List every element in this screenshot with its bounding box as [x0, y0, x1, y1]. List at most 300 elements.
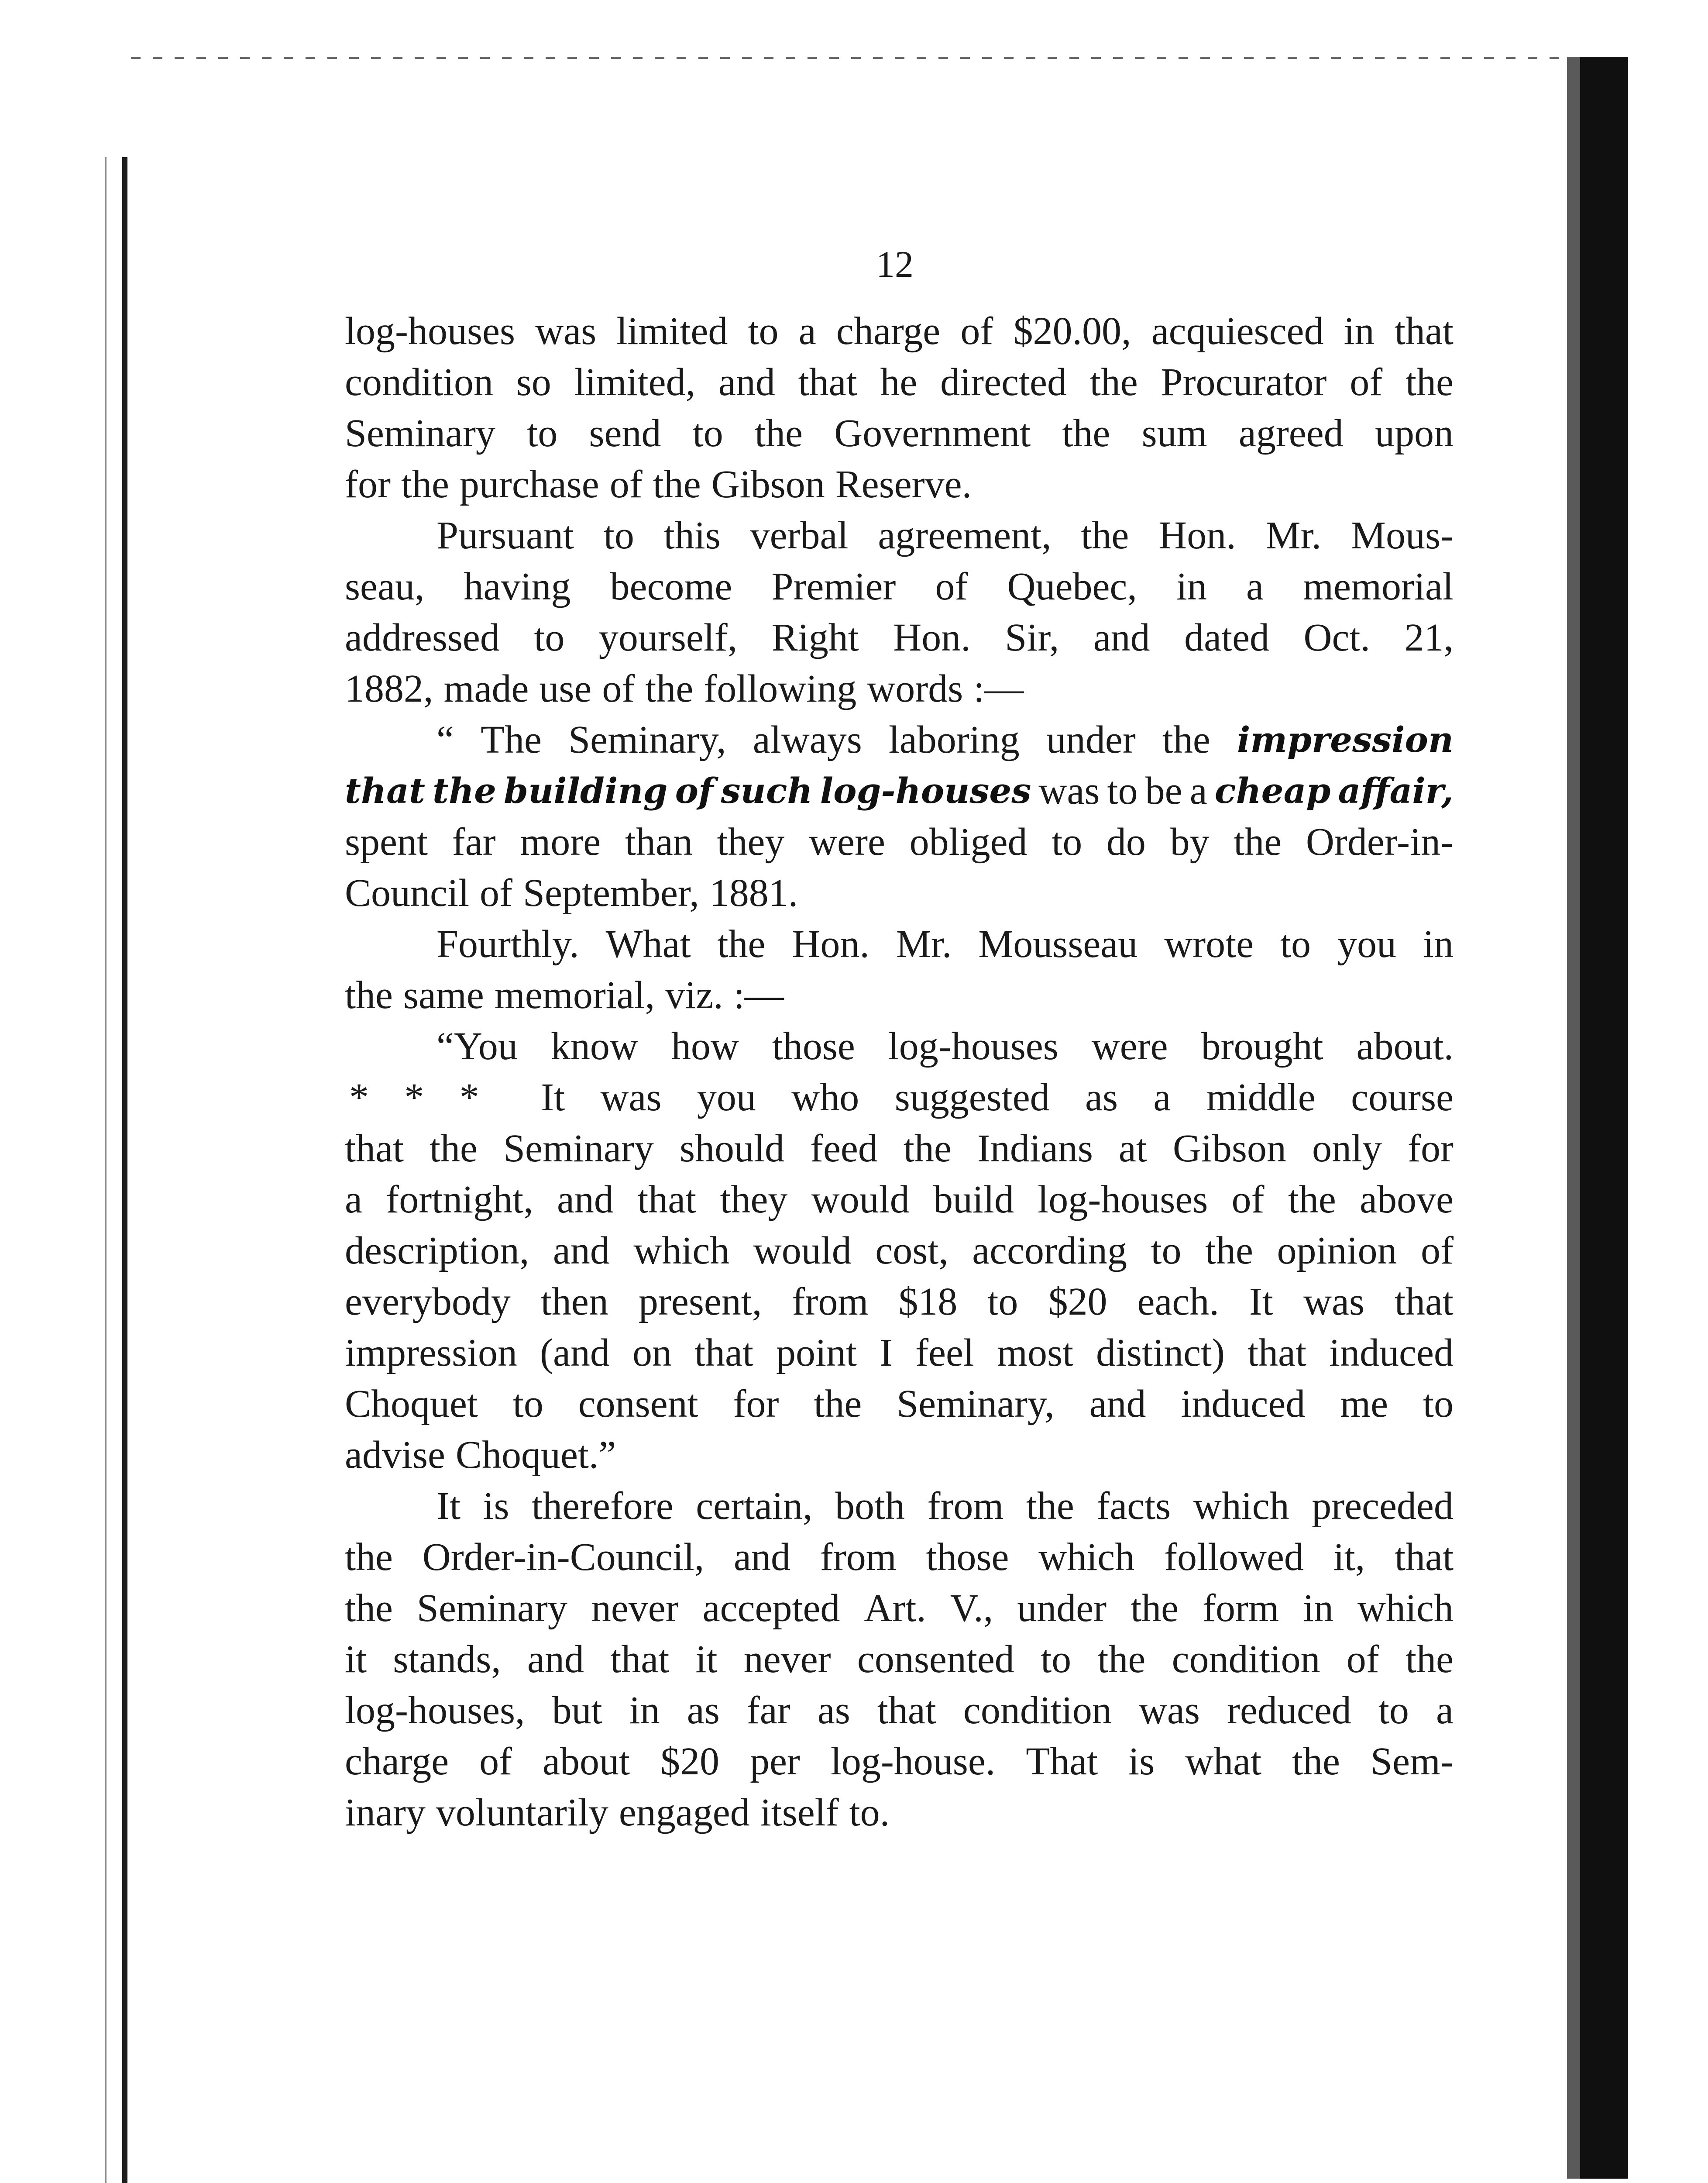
word: Gibson	[1172, 1127, 1286, 1170]
word: Sir,	[1005, 616, 1059, 659]
word: preceded	[1312, 1484, 1454, 1528]
word: Sem-	[1370, 1740, 1454, 1783]
word: following	[704, 667, 857, 710]
word: Government	[834, 412, 1031, 455]
word: those	[772, 1025, 855, 1068]
word: (and	[540, 1331, 610, 1374]
word: a	[1436, 1689, 1454, 1732]
word: under	[1017, 1587, 1107, 1630]
text-line	[345, 1174, 1454, 1225]
word: Mousseau	[978, 923, 1138, 966]
word: send	[589, 412, 661, 455]
word: of	[1420, 1229, 1454, 1272]
word: was	[1038, 769, 1100, 813]
word: followed	[1164, 1536, 1304, 1579]
word: far	[746, 1689, 790, 1732]
word: opinion	[1277, 1229, 1397, 1272]
word: only	[1312, 1127, 1382, 1170]
word: in	[1302, 1587, 1333, 1630]
word: to	[534, 616, 565, 659]
word: that	[1395, 1536, 1454, 1579]
word: Gibson	[711, 463, 825, 506]
word: the	[1288, 1178, 1336, 1221]
word: from	[927, 1484, 1004, 1528]
word: to	[748, 310, 779, 353]
word: *	[349, 1076, 369, 1119]
word: as	[817, 1689, 850, 1732]
word: log-houses	[820, 770, 1031, 811]
word: to	[603, 514, 634, 557]
word: spent	[345, 820, 428, 864]
word: Order-in-	[1306, 820, 1454, 864]
word: memorial	[1303, 565, 1454, 608]
word: Choquet	[345, 1382, 478, 1425]
text-line	[345, 663, 1454, 714]
word: it,	[1333, 1536, 1365, 1579]
body-text	[345, 306, 1454, 1838]
word: the	[1234, 820, 1282, 864]
word: of	[1350, 361, 1383, 404]
word: made	[443, 667, 529, 710]
word: Seminary	[503, 1127, 654, 1170]
word: log-house.	[830, 1740, 996, 1783]
word: what	[1185, 1740, 1262, 1783]
word: you	[1337, 923, 1396, 966]
word: condition	[345, 361, 493, 404]
word: never	[743, 1638, 831, 1681]
word: at	[1118, 1127, 1147, 1170]
word: purchase	[459, 463, 599, 506]
word: those	[926, 1536, 1009, 1579]
word: they	[720, 1178, 788, 1221]
word: the	[433, 770, 497, 811]
word: Oct.	[1303, 616, 1370, 659]
word: Art.	[864, 1587, 926, 1630]
word: and	[553, 1229, 610, 1272]
word: point	[776, 1331, 857, 1374]
word: should	[679, 1127, 784, 1170]
word: verbal	[750, 514, 849, 557]
word: of	[1231, 1178, 1265, 1221]
word: condition	[963, 1689, 1112, 1732]
word: log-houses,	[345, 1689, 525, 1732]
word: about.	[1356, 1025, 1454, 1068]
word: was	[600, 1076, 662, 1119]
word: a	[1189, 769, 1207, 813]
word: and	[1093, 616, 1150, 659]
word: to	[1378, 1689, 1409, 1732]
word: the	[345, 1536, 393, 1579]
word: sum	[1141, 412, 1207, 455]
word: be	[1145, 769, 1182, 813]
word: Mr.	[1265, 514, 1322, 557]
text-line	[345, 459, 1454, 510]
word: it	[345, 1638, 367, 1681]
text-line	[345, 1481, 1454, 1532]
word: Fourthly.	[436, 923, 579, 966]
word: yourself,	[598, 616, 738, 659]
word: cheap	[1214, 770, 1331, 811]
word: “	[436, 718, 454, 761]
word: which	[1038, 1536, 1135, 1579]
word: more	[520, 820, 601, 864]
word: the	[755, 412, 803, 455]
word: of	[609, 463, 643, 506]
word: reduced	[1227, 1689, 1351, 1732]
word: do	[1106, 820, 1146, 864]
word: having	[464, 565, 571, 608]
word: therefore	[531, 1484, 674, 1528]
word: the	[345, 1587, 393, 1630]
word: of	[602, 667, 635, 710]
word: Hon.	[893, 616, 971, 659]
word: which	[633, 1229, 730, 1272]
word: and	[557, 1178, 614, 1221]
word: Indians	[977, 1127, 1093, 1170]
word: Seminary,	[897, 1382, 1055, 1425]
word: Mous-	[1351, 514, 1454, 557]
word: Order-in-Council,	[422, 1536, 705, 1579]
word: log-houses	[345, 310, 515, 353]
word: is	[1128, 1740, 1155, 1783]
word: know	[550, 1025, 638, 1068]
word: far	[452, 820, 496, 864]
word: which	[1357, 1587, 1454, 1630]
word: the	[401, 463, 449, 506]
word: inary	[345, 1791, 426, 1834]
word: to	[1041, 1638, 1072, 1681]
word: directed	[940, 361, 1067, 404]
word: of	[675, 770, 714, 811]
word: than	[625, 820, 693, 864]
word: build	[933, 1178, 1014, 1221]
word: same	[403, 974, 484, 1017]
word: the	[1205, 1229, 1253, 1272]
word: that	[345, 1127, 404, 1170]
word: in	[1423, 923, 1454, 966]
word: always	[753, 718, 862, 761]
word: to	[1052, 820, 1083, 864]
word: to	[527, 412, 558, 455]
word: the	[1406, 1638, 1454, 1681]
word: 1882,	[345, 667, 433, 710]
word: he	[880, 361, 918, 404]
word: advise	[345, 1433, 445, 1477]
word: consented	[857, 1638, 1014, 1681]
text-line	[345, 868, 1454, 919]
word: obliged	[909, 820, 1028, 864]
word: the	[1026, 1484, 1074, 1528]
text-line	[345, 510, 1454, 561]
word: to	[987, 1280, 1018, 1323]
word: agreement,	[878, 514, 1052, 557]
word: and	[1089, 1382, 1146, 1425]
right-page-edge	[1580, 57, 1628, 2179]
word: of	[935, 565, 968, 608]
text-line	[345, 970, 1454, 1021]
word: brought	[1201, 1025, 1323, 1068]
word: the	[345, 974, 393, 1017]
word: above	[1360, 1178, 1454, 1221]
word: present,	[638, 1280, 762, 1323]
text-line	[345, 1787, 1454, 1838]
word: of	[479, 1740, 512, 1783]
word: Quebec,	[1007, 565, 1137, 608]
word: limited	[616, 310, 728, 353]
text-line	[345, 1327, 1454, 1378]
word: to	[512, 1382, 543, 1425]
word: that	[798, 361, 857, 404]
word: they	[717, 820, 785, 864]
word: that	[694, 1331, 753, 1374]
word: would	[811, 1178, 910, 1221]
word: about	[543, 1740, 630, 1783]
word: would	[753, 1229, 852, 1272]
page-top-edge	[131, 57, 1624, 59]
word: under	[1046, 718, 1136, 761]
word: suggested	[894, 1076, 1050, 1119]
word: the	[653, 463, 701, 506]
word: *	[459, 1076, 479, 1119]
word: a	[345, 1178, 362, 1221]
word: use	[539, 667, 592, 710]
word: Premier	[771, 565, 896, 608]
text-line	[345, 1225, 1454, 1276]
word: to	[692, 412, 723, 455]
word: this	[663, 514, 721, 557]
word: building	[504, 770, 668, 811]
word: Seminary	[345, 412, 495, 455]
word: the	[1081, 514, 1129, 557]
text-line	[345, 1072, 1454, 1123]
word: fortnight,	[386, 1178, 533, 1221]
word: but	[552, 1689, 602, 1732]
word: for	[733, 1382, 779, 1425]
word: the	[1131, 1587, 1179, 1630]
word: each.	[1137, 1280, 1219, 1323]
word: that	[1394, 310, 1454, 353]
word: Seminary	[416, 1587, 567, 1630]
word: both	[835, 1484, 905, 1528]
word: $20.00,	[1013, 310, 1131, 353]
word: for	[345, 463, 391, 506]
word: feel	[915, 1331, 974, 1374]
word: everybody	[345, 1280, 511, 1323]
word: induced	[1329, 1331, 1454, 1374]
word: the	[1062, 412, 1110, 455]
word: addressed	[345, 616, 500, 659]
word: description,	[345, 1229, 529, 1272]
word: affair,	[1338, 770, 1454, 811]
word: impression	[345, 1331, 517, 1374]
word: voluntarily	[436, 1791, 608, 1834]
word: that	[1247, 1331, 1307, 1374]
word: according	[972, 1229, 1127, 1272]
text-line	[345, 816, 1454, 868]
text-line	[345, 1532, 1454, 1583]
word: impression	[1237, 719, 1454, 760]
word: the	[1162, 718, 1210, 761]
text-line	[345, 561, 1454, 612]
word: in	[1344, 310, 1375, 353]
word: to.	[849, 1791, 890, 1834]
word: I	[880, 1331, 893, 1374]
word: that	[1394, 1280, 1454, 1323]
word: in	[1176, 565, 1207, 608]
word: cost,	[875, 1229, 949, 1272]
word: and	[718, 361, 775, 404]
text-line	[345, 714, 1454, 765]
word: me	[1340, 1382, 1388, 1425]
word: memorial,	[494, 974, 655, 1017]
word: which	[1193, 1484, 1289, 1528]
word: of	[480, 871, 512, 915]
text-line	[345, 1021, 1454, 1072]
text-line	[345, 919, 1454, 970]
word: 1881.	[709, 871, 798, 915]
word: was	[1303, 1280, 1364, 1323]
right-edge-ragged	[1567, 57, 1580, 2179]
text-line	[345, 306, 1454, 357]
word: that	[637, 1178, 697, 1221]
left-binding-shadow	[105, 157, 107, 2183]
word: It	[541, 1076, 565, 1119]
word: $18	[898, 1280, 958, 1323]
text-line	[345, 1123, 1454, 1174]
word: September,	[522, 871, 699, 915]
word: wrote	[1164, 923, 1254, 966]
word: What	[605, 923, 691, 966]
word: such	[721, 770, 813, 811]
word: most	[997, 1331, 1074, 1374]
word: the	[814, 1382, 862, 1425]
word: to	[1280, 923, 1311, 966]
word: $20	[1048, 1280, 1107, 1323]
word: is	[483, 1484, 509, 1528]
text-line	[345, 1736, 1454, 1787]
text-line	[345, 612, 1454, 663]
word: stands,	[393, 1638, 501, 1681]
word: of	[960, 310, 993, 353]
word: Mr.	[896, 923, 952, 966]
word: a	[798, 310, 816, 353]
text-line	[345, 1634, 1454, 1685]
word: It	[436, 1484, 461, 1528]
word: itself	[760, 1791, 839, 1834]
word: log-houses	[1038, 1178, 1208, 1221]
word: Hon.	[1158, 514, 1236, 557]
word: so	[516, 361, 551, 404]
word: of	[1346, 1638, 1379, 1681]
word: on	[632, 1331, 672, 1374]
text-line	[345, 1276, 1454, 1327]
word: agreed	[1238, 412, 1344, 455]
word: 21,	[1404, 616, 1454, 659]
word: log-houses	[888, 1025, 1058, 1068]
word: seau,	[345, 565, 425, 608]
word: accepted	[702, 1587, 840, 1630]
word: and	[527, 1638, 584, 1681]
text-line	[345, 1583, 1454, 1634]
word: the	[717, 923, 766, 966]
word: a	[1153, 1076, 1171, 1119]
word: in	[629, 1689, 660, 1732]
word: middle	[1206, 1076, 1316, 1119]
word: was	[535, 310, 597, 353]
word: engaged	[619, 1791, 750, 1834]
word: Pursuant	[436, 514, 574, 557]
word: from	[792, 1280, 869, 1323]
word: for	[1407, 1127, 1454, 1170]
word: a	[1246, 565, 1264, 608]
page-number: 12	[876, 243, 914, 285]
word: to	[1151, 1229, 1182, 1272]
word: per	[749, 1740, 800, 1783]
left-binding-edge	[122, 157, 127, 2183]
word: limited,	[574, 361, 696, 404]
word: It	[1249, 1280, 1273, 1323]
word: distinct)	[1096, 1331, 1225, 1374]
word: charge	[836, 310, 941, 353]
word: That	[1026, 1740, 1098, 1783]
word: induced	[1181, 1382, 1306, 1425]
word: Council	[345, 871, 469, 915]
text-line	[345, 1685, 1454, 1736]
word: were	[809, 820, 885, 864]
word: to	[1107, 769, 1138, 813]
word: upon	[1375, 412, 1454, 455]
word: the	[1405, 361, 1454, 404]
text-line	[345, 1378, 1454, 1429]
word: that	[877, 1689, 936, 1732]
word: it	[695, 1638, 718, 1681]
word: that	[610, 1638, 670, 1681]
word: the	[1292, 1740, 1340, 1783]
word: Hon.	[792, 923, 869, 966]
text-line	[345, 408, 1454, 459]
word: charge	[345, 1740, 449, 1783]
word: Right	[771, 616, 859, 659]
word: become	[610, 565, 732, 608]
word: course	[1351, 1076, 1454, 1119]
word: by	[1170, 820, 1210, 864]
word: the	[645, 667, 694, 710]
word: the	[430, 1127, 478, 1170]
word: :—	[733, 974, 784, 1017]
word: viz.	[665, 974, 723, 1017]
word: as	[687, 1689, 720, 1732]
word: Seminary,	[568, 718, 726, 761]
word: from	[820, 1536, 897, 1579]
text-line	[345, 765, 1454, 816]
word: V.,	[950, 1587, 993, 1630]
word: the	[1089, 361, 1138, 404]
word: the	[1097, 1638, 1146, 1681]
word: facts	[1096, 1484, 1171, 1528]
text-line	[345, 1429, 1454, 1481]
word: Reserve.	[835, 463, 972, 506]
word: then	[540, 1280, 608, 1323]
word: words	[867, 667, 963, 710]
word: was	[1138, 1689, 1200, 1732]
word: the	[903, 1127, 952, 1170]
text-line	[345, 357, 1454, 408]
word: :—	[973, 667, 1024, 710]
word: acquiesced	[1151, 310, 1324, 353]
word: were	[1091, 1025, 1168, 1068]
word: to	[1423, 1382, 1454, 1425]
word: *	[404, 1076, 424, 1119]
